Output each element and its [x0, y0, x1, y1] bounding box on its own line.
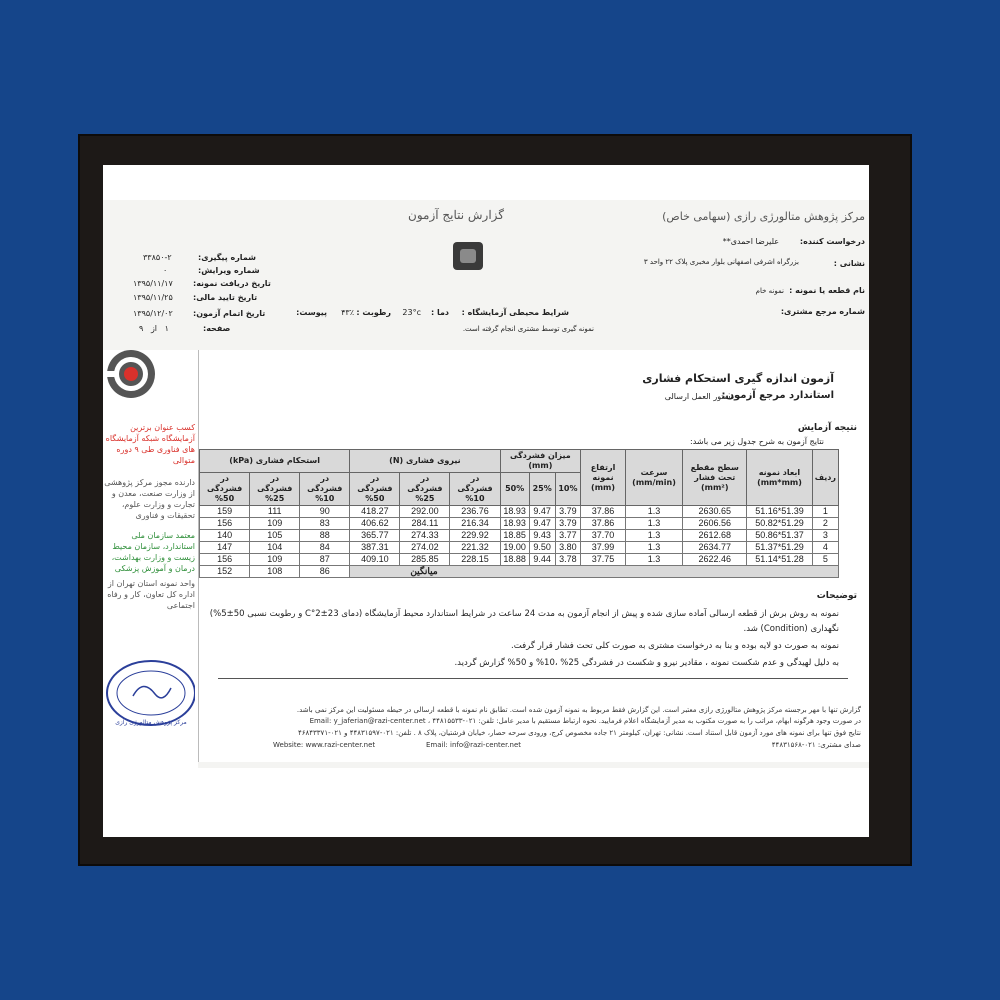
cell-f10: 221.32 — [450, 542, 500, 554]
col-dims: ابعاد نمونه (mm*mm) — [747, 450, 813, 506]
result-intro: نتایج آزمون به شرح جدول زیر می باشد: — [690, 437, 824, 446]
cell-c25: 9.47 — [529, 518, 555, 530]
cell-f10: 228.15 — [450, 554, 500, 566]
cell-c10: 3.79 — [555, 506, 581, 518]
cell-h: 37.70 — [581, 530, 626, 542]
cell-c50: 18.93 — [500, 518, 529, 530]
report-title: گزارش نتایج آزمون — [408, 208, 505, 222]
note-3: به دلیل لهیدگی و عدم شکست نمونه ، مقادیر نیرو و شکست در فشردگی 25% ،10% و 50% گزارش گردید. — [454, 658, 839, 668]
notes-divider — [218, 678, 848, 679]
cell-s50: 159 — [200, 506, 250, 518]
sub-comp-25: 25% — [529, 473, 555, 506]
receive-date-label: تاریخ دریافت نمونه: — [193, 279, 271, 288]
cell-f10: 236.76 — [450, 506, 500, 518]
results-table — [199, 449, 839, 578]
cell-f25: 284.11 — [400, 518, 450, 530]
sub-strength-25: در فشردگی 25% — [250, 473, 300, 506]
side-note-2: دارنده مجوز مرکز پژوهشی از وزارت صنعت، معدن و تجارت و وزارت علوم، تحقیقات و فناوری — [104, 478, 195, 520]
cell-c50: 18.88 — [500, 554, 529, 566]
cell-area: 2622.46 — [683, 554, 747, 566]
col-strength: استحکام فشاری (kPa) — [200, 450, 350, 473]
cell-c25: 9.43 — [529, 530, 555, 542]
table-row — [200, 542, 839, 554]
finish-date-label: تاریخ اتمام آزمون: — [193, 309, 266, 318]
cell-n: 1 — [812, 506, 838, 518]
cell-s25: 105 — [250, 530, 300, 542]
cell-speed: 1.3 — [625, 530, 682, 542]
footer-website[interactable]: Website: www.razi-center.net — [273, 741, 376, 749]
cell-dims: 51.29*50.82 — [747, 518, 813, 530]
sub-comp-10: 10% — [555, 473, 581, 506]
cell-f50: 365.77 — [350, 530, 400, 542]
footer-email[interactable]: Email: info@razi-center.net — [426, 741, 522, 749]
cell-n: 5 — [812, 554, 838, 566]
average-row — [200, 566, 839, 578]
temp-label: دما : — [430, 308, 449, 317]
cell-h: 37.99 — [581, 542, 626, 554]
cell-f50: 406.62 — [350, 518, 400, 530]
finance-date-label: تاریخ تایید مالی: — [193, 293, 258, 302]
cell-s25: 109 — [250, 518, 300, 530]
sub-strength-10: در فشردگی 10% — [300, 473, 350, 506]
footer-line-3: نتایج فوق تنها برای نمونه های مورد آزمون قابل استناد است. نشانی: تهران، کیلومتر ۲۱ جاده مخصوص کرج، ورودی سرحه حصار، خیابان فرشتیان، پلاک ۸ . تلفن: ۰۲۱-۴۴۸۳۱۵۹۷ و ۰۲۱-۴۶۸۴۳۳۷۱ — [298, 729, 861, 737]
cell-s50: 156 — [200, 518, 250, 530]
stamp-text: مرکز پژوهش متالورژی رازی — [115, 719, 187, 726]
footer-line-1: گزارش تنها با مهر برجسته مرکز پژوهش متالورژی رازی معتبر است. این گزارش فقط مربوط به نمونه آزمون شده است. تطابق نام نمونه با قطعه ارسالی در حیطه مسئولیت این مرکز نمی باشد. — [296, 706, 861, 714]
side-note-4: واحد نمونه استان تهران از اداره کل تعاون، کار و رفاه اجتماعی — [107, 579, 195, 610]
cell-f50: 418.27 — [350, 506, 400, 518]
average-s10: 86 — [300, 566, 350, 578]
sub-comp-50: 50% — [500, 473, 529, 506]
cell-s50: 140 — [200, 530, 250, 542]
cell-area: 2606.56 — [683, 518, 747, 530]
org-name: مرکز پژوهش متالورژی رازی (سهامی خاص) — [662, 210, 865, 223]
humidity-value: ۴۳٪ — [341, 308, 354, 317]
cell-h: 37.86 — [581, 506, 626, 518]
page-number: ۱ از ۹ — [139, 324, 169, 333]
cell-s50: 156 — [200, 554, 250, 566]
sub-force-50: در فشردگی 50% — [350, 473, 400, 506]
company-stamp — [103, 658, 195, 728]
sampling-note: نمونه گیری توسط مشتری انجام گرفته است. — [462, 325, 594, 333]
average-s25: 108 — [250, 566, 300, 578]
env-label: شرایط محیطی آزمایشگاه : — [461, 308, 569, 317]
finish-date-value: ۱۳۹۵/۱۲/۰۲ — [133, 309, 173, 318]
cell-c10: 3.77 — [555, 530, 581, 542]
cell-speed: 1.3 — [625, 506, 682, 518]
receive-date-value: ۱۳۹۵/۱۱/۱۷ — [133, 279, 173, 288]
tracking-value: ۳۳۸۵۰-۲ — [143, 253, 172, 262]
tracking-label: شماره پیگیری: — [198, 253, 257, 262]
cell-h: 37.75 — [581, 554, 626, 566]
cell-c50: 18.85 — [500, 530, 529, 542]
cell-n: 3 — [812, 530, 838, 542]
cell-f50: 409.10 — [350, 554, 400, 566]
col-speed: سرعت (mm/min) — [625, 450, 682, 506]
cell-c50: 19.00 — [500, 542, 529, 554]
notes-title: توضیحات — [816, 591, 857, 601]
cell-s25: 109 — [250, 554, 300, 566]
cell-c25: 9.50 — [529, 542, 555, 554]
col-row: ردیف — [812, 450, 838, 506]
sample-value: نمونه خام — [755, 287, 784, 295]
cell-h: 37.86 — [581, 518, 626, 530]
cell-area: 2612.68 — [683, 530, 747, 542]
humidity-label: رطوبت : — [356, 308, 391, 317]
attachment-label: پیوست: — [296, 308, 327, 317]
cell-c50: 18.93 — [500, 506, 529, 518]
test-report-document — [103, 200, 869, 768]
cell-s10: 84 — [300, 542, 350, 554]
cell-f25: 285.85 — [400, 554, 450, 566]
average-label: میانگین — [350, 566, 839, 578]
address-label: نشانی : — [833, 259, 865, 268]
standard-value: دستور العمل ارسالی — [664, 392, 734, 401]
cell-dims: 51.39*51.16 — [747, 506, 813, 518]
cell-s25: 111 — [250, 506, 300, 518]
temp-value: 23°c — [402, 308, 421, 317]
cell-dims: 51.37*50.86 — [747, 530, 813, 542]
col-area: سطح مقطع تحت فشار (mm²) — [683, 450, 747, 506]
side-note-3: معتمد سازمان ملی استاندارد، سازمان محیط زیست و وزارت بهداشت، درمان و آموزش پزشکی — [111, 531, 195, 573]
revision-label: شماره ویرایش: — [198, 266, 260, 275]
hologram-seal — [453, 242, 483, 270]
cell-f25: 292.00 — [400, 506, 450, 518]
cell-f25: 274.02 — [400, 542, 450, 554]
cell-n: 4 — [812, 542, 838, 554]
cell-s50: 147 — [200, 542, 250, 554]
col-compression: میزان فشردگی (mm) — [500, 450, 581, 473]
cell-f10: 216.34 — [450, 518, 500, 530]
finance-date-value: ۱۳۹۵/۱۱/۲۵ — [133, 293, 173, 302]
side-note-1: کسب عنوان برترین آزمایشگاه شبکه آزمایشگاه های فناوری طی ۹ دوره متوالی — [105, 423, 195, 465]
sub-strength-50: در فشردگی 50% — [200, 473, 250, 506]
cell-f10: 229.92 — [450, 530, 500, 542]
page-label: صفحه: — [203, 324, 231, 333]
cell-speed: 1.3 — [625, 554, 682, 566]
standard-label: استاندارد مرجع آزمون: — [721, 390, 834, 401]
table-row — [200, 506, 839, 518]
sub-force-25: در فشردگی 25% — [400, 473, 450, 506]
footer-line-4: صدای مشتری: ۰۲۱-۴۴۸۳۱۵۶۸ — [771, 741, 861, 749]
test-title: آزمون اندازه گیری استحکام فشاری — [642, 372, 834, 385]
col-height: ارتفاع نمونه (mm) — [581, 450, 626, 506]
requester-value: علیرضا احمدی** — [722, 237, 779, 246]
revision-value: ۰ — [163, 266, 168, 275]
cell-s10: 87 — [300, 554, 350, 566]
average-s50: 152 — [200, 566, 250, 578]
cell-dims: 51.28*51.14 — [747, 554, 813, 566]
cell-speed: 1.3 — [625, 518, 682, 530]
cell-s10: 88 — [300, 530, 350, 542]
footer-line-2: در صورت وجود هرگونه ابهام، مراتب را به صورت مکتوب به مدیر آزمایشگاه اعلام فرمایید. نحوه ارتباط مستقیم با مدیر عامل: تلفن: ۰۲۱-۴۴۸۱۵۵۳۳ ، Email: y_jaferian@razi-center.net — [309, 717, 861, 725]
razi-logo-icon — [105, 348, 157, 400]
customer-ref-label: شماره مرجع مشتری: — [780, 307, 865, 316]
cell-c25: 9.44 — [529, 554, 555, 566]
cell-n: 2 — [812, 518, 838, 530]
cell-dims: 51.29*51.37 — [747, 542, 813, 554]
cell-area: 2634.77 — [683, 542, 747, 554]
note-1-cont: نگهداری (Condition) شد. — [743, 624, 839, 634]
requester-label: درخواست کننده: — [799, 237, 865, 246]
cell-s10: 90 — [300, 506, 350, 518]
cell-c10: 3.78 — [555, 554, 581, 566]
note-2: نمونه به صورت دو لایه بوده و بنا به درخواست مشتری به صورت کلی تحت فشار قرار گرفت. — [511, 641, 839, 651]
cell-area: 2630.65 — [683, 506, 747, 518]
cell-f25: 274.33 — [400, 530, 450, 542]
cell-c10: 3.79 — [555, 518, 581, 530]
cell-speed: 1.3 — [625, 542, 682, 554]
cell-c10: 3.80 — [555, 542, 581, 554]
cell-s25: 104 — [250, 542, 300, 554]
note-1: نمونه به روش برش از قطعه ارسالی آماده سازی شده و پیش از انجام آزمون به مدت 24 ساعت در شرایط استاندارد محیط آزمایشگاه (دمای 23±2°C و رطوبت نسبی 50±5%) — [209, 609, 839, 619]
result-title: نتیجه آزمایش — [797, 423, 857, 433]
sub-force-10: در فشردگی 10% — [450, 473, 500, 506]
address-value: بزرگراه اشرفی اصفهانی بلوار مخبری پلاک ۲۲ واحد ۳ — [643, 258, 799, 266]
table-row — [200, 530, 839, 542]
col-force: نیروی فشاری (N) — [350, 450, 500, 473]
cell-c25: 9.47 — [529, 506, 555, 518]
table-row — [200, 554, 839, 566]
cell-s10: 83 — [300, 518, 350, 530]
table-row — [200, 518, 839, 530]
sample-label: نام قطعه یا نمونه : — [789, 286, 865, 295]
cell-f50: 387.31 — [350, 542, 400, 554]
